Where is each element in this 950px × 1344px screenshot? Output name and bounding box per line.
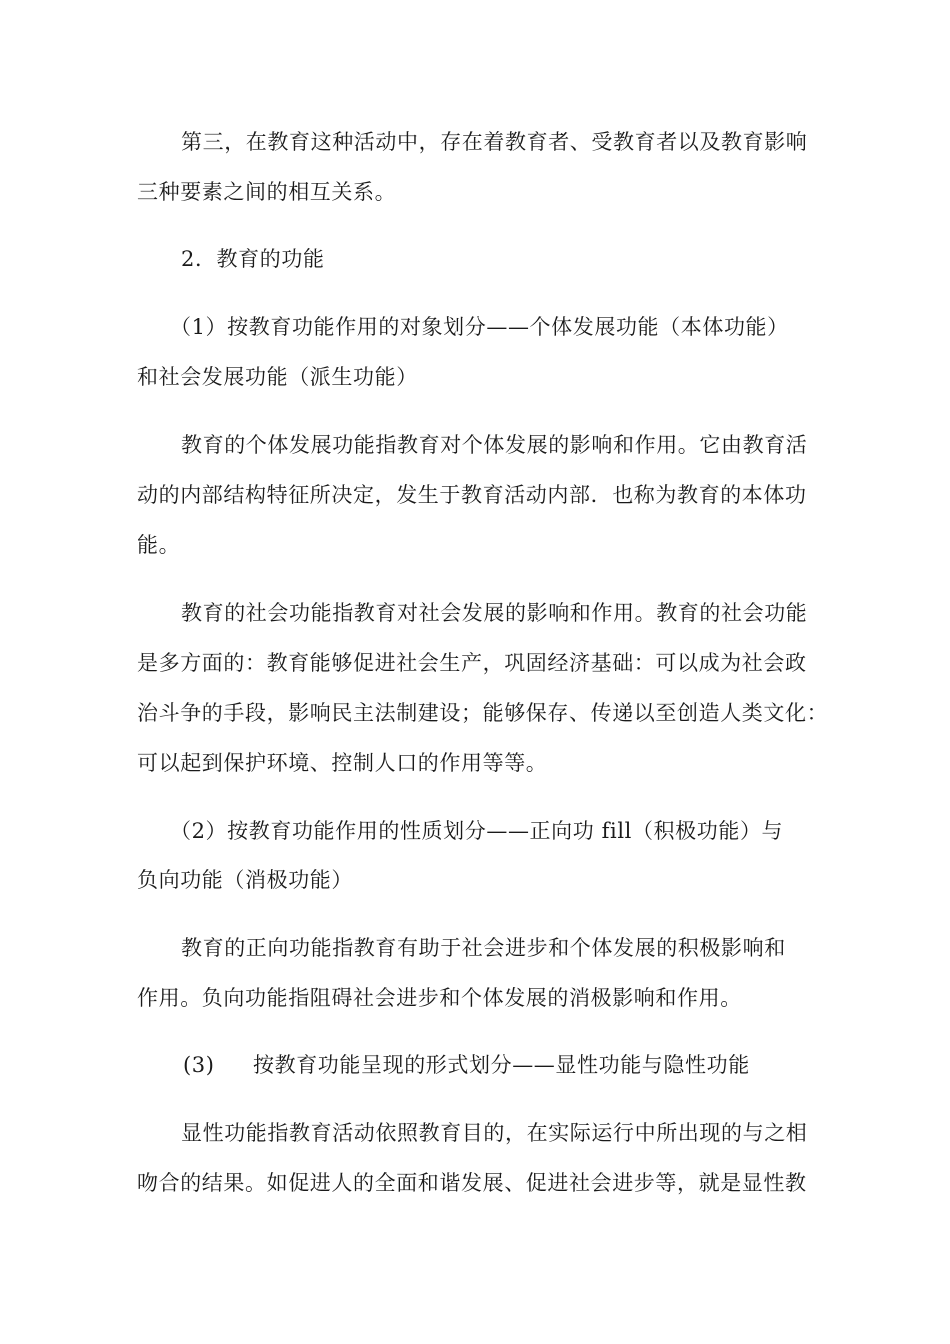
subsection-number: (3) — [183, 1053, 215, 1077]
subsection-heading: 按教育功能呈现的形式划分——显性功能与隐性功能 — [253, 1053, 750, 1077]
paragraph-line: 吻合的结果。如促进人的全面和谐发展、促进社会进步等，就是显性教 — [137, 1171, 807, 1195]
subsection-heading: 和社会发展功能（派生功能） — [137, 365, 418, 389]
paragraph-line: 教育的社会功能指教育对社会发展的影响和作用。教育的社会功能 — [181, 601, 808, 625]
paragraph-line: 是多方面的：教育能够促进社会生产，巩固经济基础：可以成为社会政 — [137, 651, 807, 675]
paragraph-line: 显性功能指教育活动依照教育目的，在实际运行中所出现的与之相 — [181, 1121, 808, 1145]
subsection-heading: 负向功能（消极功能） — [137, 868, 353, 892]
paragraph-line: 治斗争的手段，影响民主法制建设；能够保存、传递以至创造人类文化： — [137, 701, 829, 725]
subsection-heading: （1）按教育功能作用的对象划分——个体发展功能（本体功能） — [170, 315, 789, 339]
subsection-heading: （2）按教育功能作用的性质划分——正向功 fill（积极功能）与 — [170, 819, 784, 843]
paragraph-line: 第三，在教育这种活动中，存在着教育者、受教育者以及教育影响 — [181, 130, 808, 154]
paragraph-line: 能。 — [137, 533, 181, 557]
paragraph-line: 可以起到保护环境、控制人口的作用等等。 — [137, 751, 548, 775]
paragraph-line: 三种要素之间的相互关系。 — [137, 180, 397, 204]
paragraph-line: 教育的正向功能指教育有助于社会进步和个体发展的积极影响和 — [181, 936, 786, 960]
paragraph-line: 动的内部结构特征所决定，发生于教育活动内部．也称为教育的本体功 — [137, 483, 807, 507]
paragraph-line: 教育的个体发展功能指教育对个体发展的影响和作用。它由教育活 — [181, 433, 808, 457]
paragraph-line: 作用。负向功能指阻碍社会进步和个体发展的消极影响和作用。 — [137, 986, 742, 1010]
section-heading: 2．教育的功能 — [181, 247, 325, 271]
